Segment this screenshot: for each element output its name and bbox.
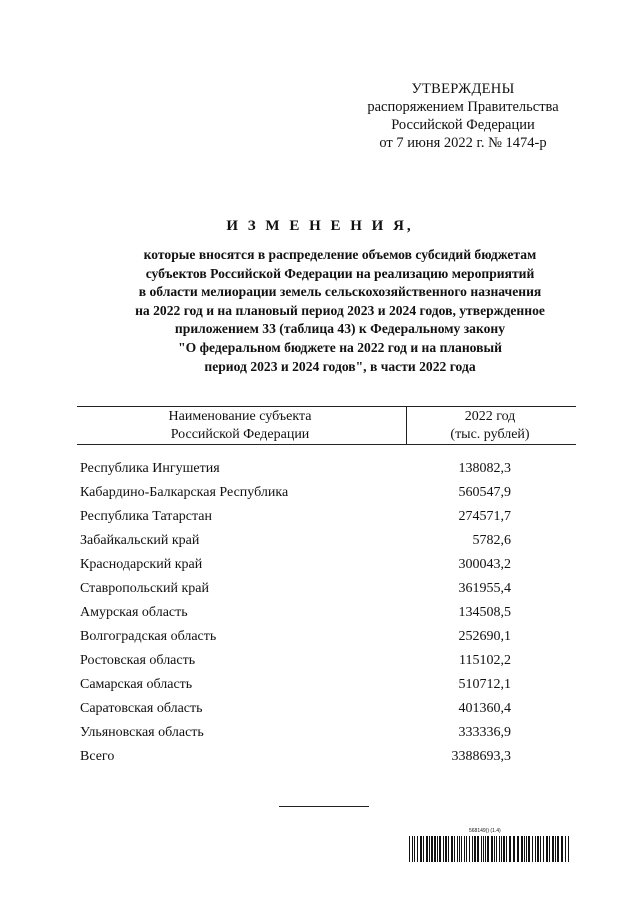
table-header-bottom-border	[77, 444, 576, 445]
table-body	[80, 459, 540, 771]
subsidy-value: 333336,9	[458, 725, 511, 740]
subject-name: Амурская область	[80, 605, 188, 620]
barcode-bar	[561, 836, 563, 862]
barcode-bar	[513, 836, 515, 862]
barcode-bar	[521, 836, 523, 862]
barcode-bar	[506, 836, 507, 862]
subsidy-value: 134508,5	[458, 605, 511, 620]
barcode-bar	[431, 836, 433, 862]
subtitle-line: в области мелиорации земель сельскохозяйственного назначения	[138, 284, 542, 300]
barcode-bar	[457, 836, 458, 862]
barcode-bar	[494, 836, 495, 862]
barcode-bar	[477, 836, 479, 862]
subsidy-value: 361955,4	[458, 581, 511, 596]
total-value: 3388693,3	[451, 749, 511, 764]
subsidy-value: 401360,4	[458, 701, 511, 716]
subsidy-value: 300043,2	[458, 557, 511, 572]
barcode-bar	[481, 836, 482, 862]
barcode-bar	[517, 836, 519, 862]
barcode-bar	[417, 836, 418, 862]
document-title: И З М Е Н Е Н И Я,	[226, 218, 414, 234]
subject-name: Республика Татарстан	[80, 509, 213, 524]
barcode-bar	[546, 836, 548, 862]
column-header-subject	[80, 408, 400, 444]
total-label: Всего	[80, 749, 115, 764]
barcode-bar	[423, 836, 424, 862]
barcode-bar	[532, 836, 533, 862]
barcode-bar	[426, 836, 428, 862]
barcode-bar	[496, 836, 497, 862]
table-row	[80, 531, 540, 555]
barcode-bar	[469, 836, 470, 862]
barcode-bar	[412, 836, 413, 862]
barcode-bar	[443, 836, 444, 862]
barcode-bar	[466, 836, 467, 862]
document-barcode	[409, 828, 571, 864]
column-header-line: 2022 год	[464, 409, 516, 424]
barcode-bar	[472, 836, 473, 862]
barcode-bar	[445, 836, 447, 862]
barcode-bar	[474, 836, 476, 862]
subtitle-line: период 2023 и 2024 годов", в части 2022 года	[204, 358, 476, 374]
column-header-line: Российской Федерации	[170, 427, 310, 442]
closing-separator	[279, 806, 369, 807]
table-row	[80, 675, 540, 699]
approval-stamp	[356, 80, 570, 152]
table-column-divider	[406, 406, 407, 444]
barcode-bar	[434, 836, 436, 862]
table-row	[80, 723, 540, 747]
barcode-bar	[526, 836, 527, 862]
barcode-bar	[464, 836, 465, 862]
barcode-bar	[437, 836, 438, 862]
barcode-bar	[461, 836, 462, 862]
barcode-bar	[483, 836, 484, 862]
approval-line: Российской Федерации	[391, 117, 535, 133]
barcode-bar	[487, 836, 489, 862]
barcode-icon	[409, 836, 571, 862]
subject-name: Кабардино-Балкарская Республика	[80, 485, 289, 500]
document-subtitle	[40, 246, 640, 376]
barcode-bar	[503, 836, 505, 862]
subject-name: Краснодарский край	[80, 557, 203, 572]
table-row	[80, 699, 540, 723]
barcode-bar	[429, 836, 430, 862]
barcode-caption: 568149() (1.4)	[469, 828, 501, 834]
subject-name: Ульяновская область	[80, 725, 204, 740]
subsidy-value: 5782,6	[472, 533, 511, 548]
approval-line: распоряжением Правительства	[367, 99, 559, 115]
subsidy-value: 560547,9	[458, 485, 511, 500]
table-row	[80, 579, 540, 603]
barcode-bar	[485, 836, 486, 862]
subject-name: Республика Ингушетия	[80, 461, 220, 476]
barcode-bar	[565, 836, 566, 862]
barcode-bar	[439, 836, 441, 862]
subject-name: Ростовская область	[80, 653, 196, 668]
barcode-bar	[549, 836, 550, 862]
table-row	[80, 555, 540, 579]
table-row	[80, 507, 540, 531]
column-header-year	[410, 408, 570, 444]
barcode-bar	[540, 836, 541, 862]
subject-name: Ставропольский край	[80, 581, 209, 596]
barcode-bar	[409, 836, 410, 862]
barcode-bar	[499, 836, 500, 862]
table-row	[80, 651, 540, 675]
subsidy-value: 115102,2	[459, 653, 511, 668]
column-header-line: Наименование субъекта	[168, 409, 312, 424]
barcode-bar	[552, 836, 554, 862]
subject-name: Саратовская область	[80, 701, 203, 716]
table-total-row	[80, 747, 540, 771]
barcode-bar	[524, 836, 525, 862]
barcode-bar	[557, 836, 559, 862]
table-row	[80, 483, 540, 507]
table-top-border	[77, 406, 576, 407]
subtitle-line: "О федеральном бюджете на 2022 год и на плановый	[178, 339, 502, 355]
subject-name: Волгоградская область	[80, 629, 217, 644]
table-row	[80, 603, 540, 627]
barcode-bar	[568, 836, 569, 862]
subtitle-line: субъектов Российской Федерации на реализацию мероприятий	[145, 265, 535, 281]
barcode-bar	[451, 836, 453, 862]
subject-name: Самарская область	[80, 677, 193, 692]
barcode-bar	[448, 836, 449, 862]
barcode-bar	[537, 836, 539, 862]
barcode-bar	[509, 836, 511, 862]
column-header-line: (тыс. рублей)	[450, 427, 530, 442]
barcode-bar	[454, 836, 455, 862]
barcode-bar	[420, 836, 422, 862]
subject-name: Забайкальский край	[80, 533, 200, 548]
barcode-bar	[501, 836, 502, 862]
barcode-bar	[491, 836, 493, 862]
barcode-bar	[528, 836, 530, 862]
subsidy-value: 138082,3	[458, 461, 511, 476]
subtitle-line: на 2022 год и на плановый период 2023 и 2024 годов, утвержденное	[135, 302, 545, 318]
barcode-bar	[414, 836, 415, 862]
subtitle-line: которые вносятся в распределение объемов субсидий бюджетам	[143, 247, 537, 262]
barcode-bar	[555, 836, 556, 862]
subsidy-value: 274571,7	[458, 509, 511, 524]
subsidy-value: 510712,1	[458, 677, 511, 692]
table-row	[80, 627, 540, 651]
approval-heading: УТВЕРЖДЕНЫ	[411, 81, 515, 97]
barcode-bar	[543, 836, 544, 862]
table-row	[80, 459, 540, 483]
barcode-bar	[535, 836, 536, 862]
approval-date: от 7 июня 2022 г. № 1474-р	[379, 135, 547, 151]
subtitle-line: приложением 33 (таблица 43) к Федеральному закону	[174, 321, 506, 337]
barcode-bar	[459, 836, 460, 862]
subsidy-value: 252690,1	[458, 629, 511, 644]
